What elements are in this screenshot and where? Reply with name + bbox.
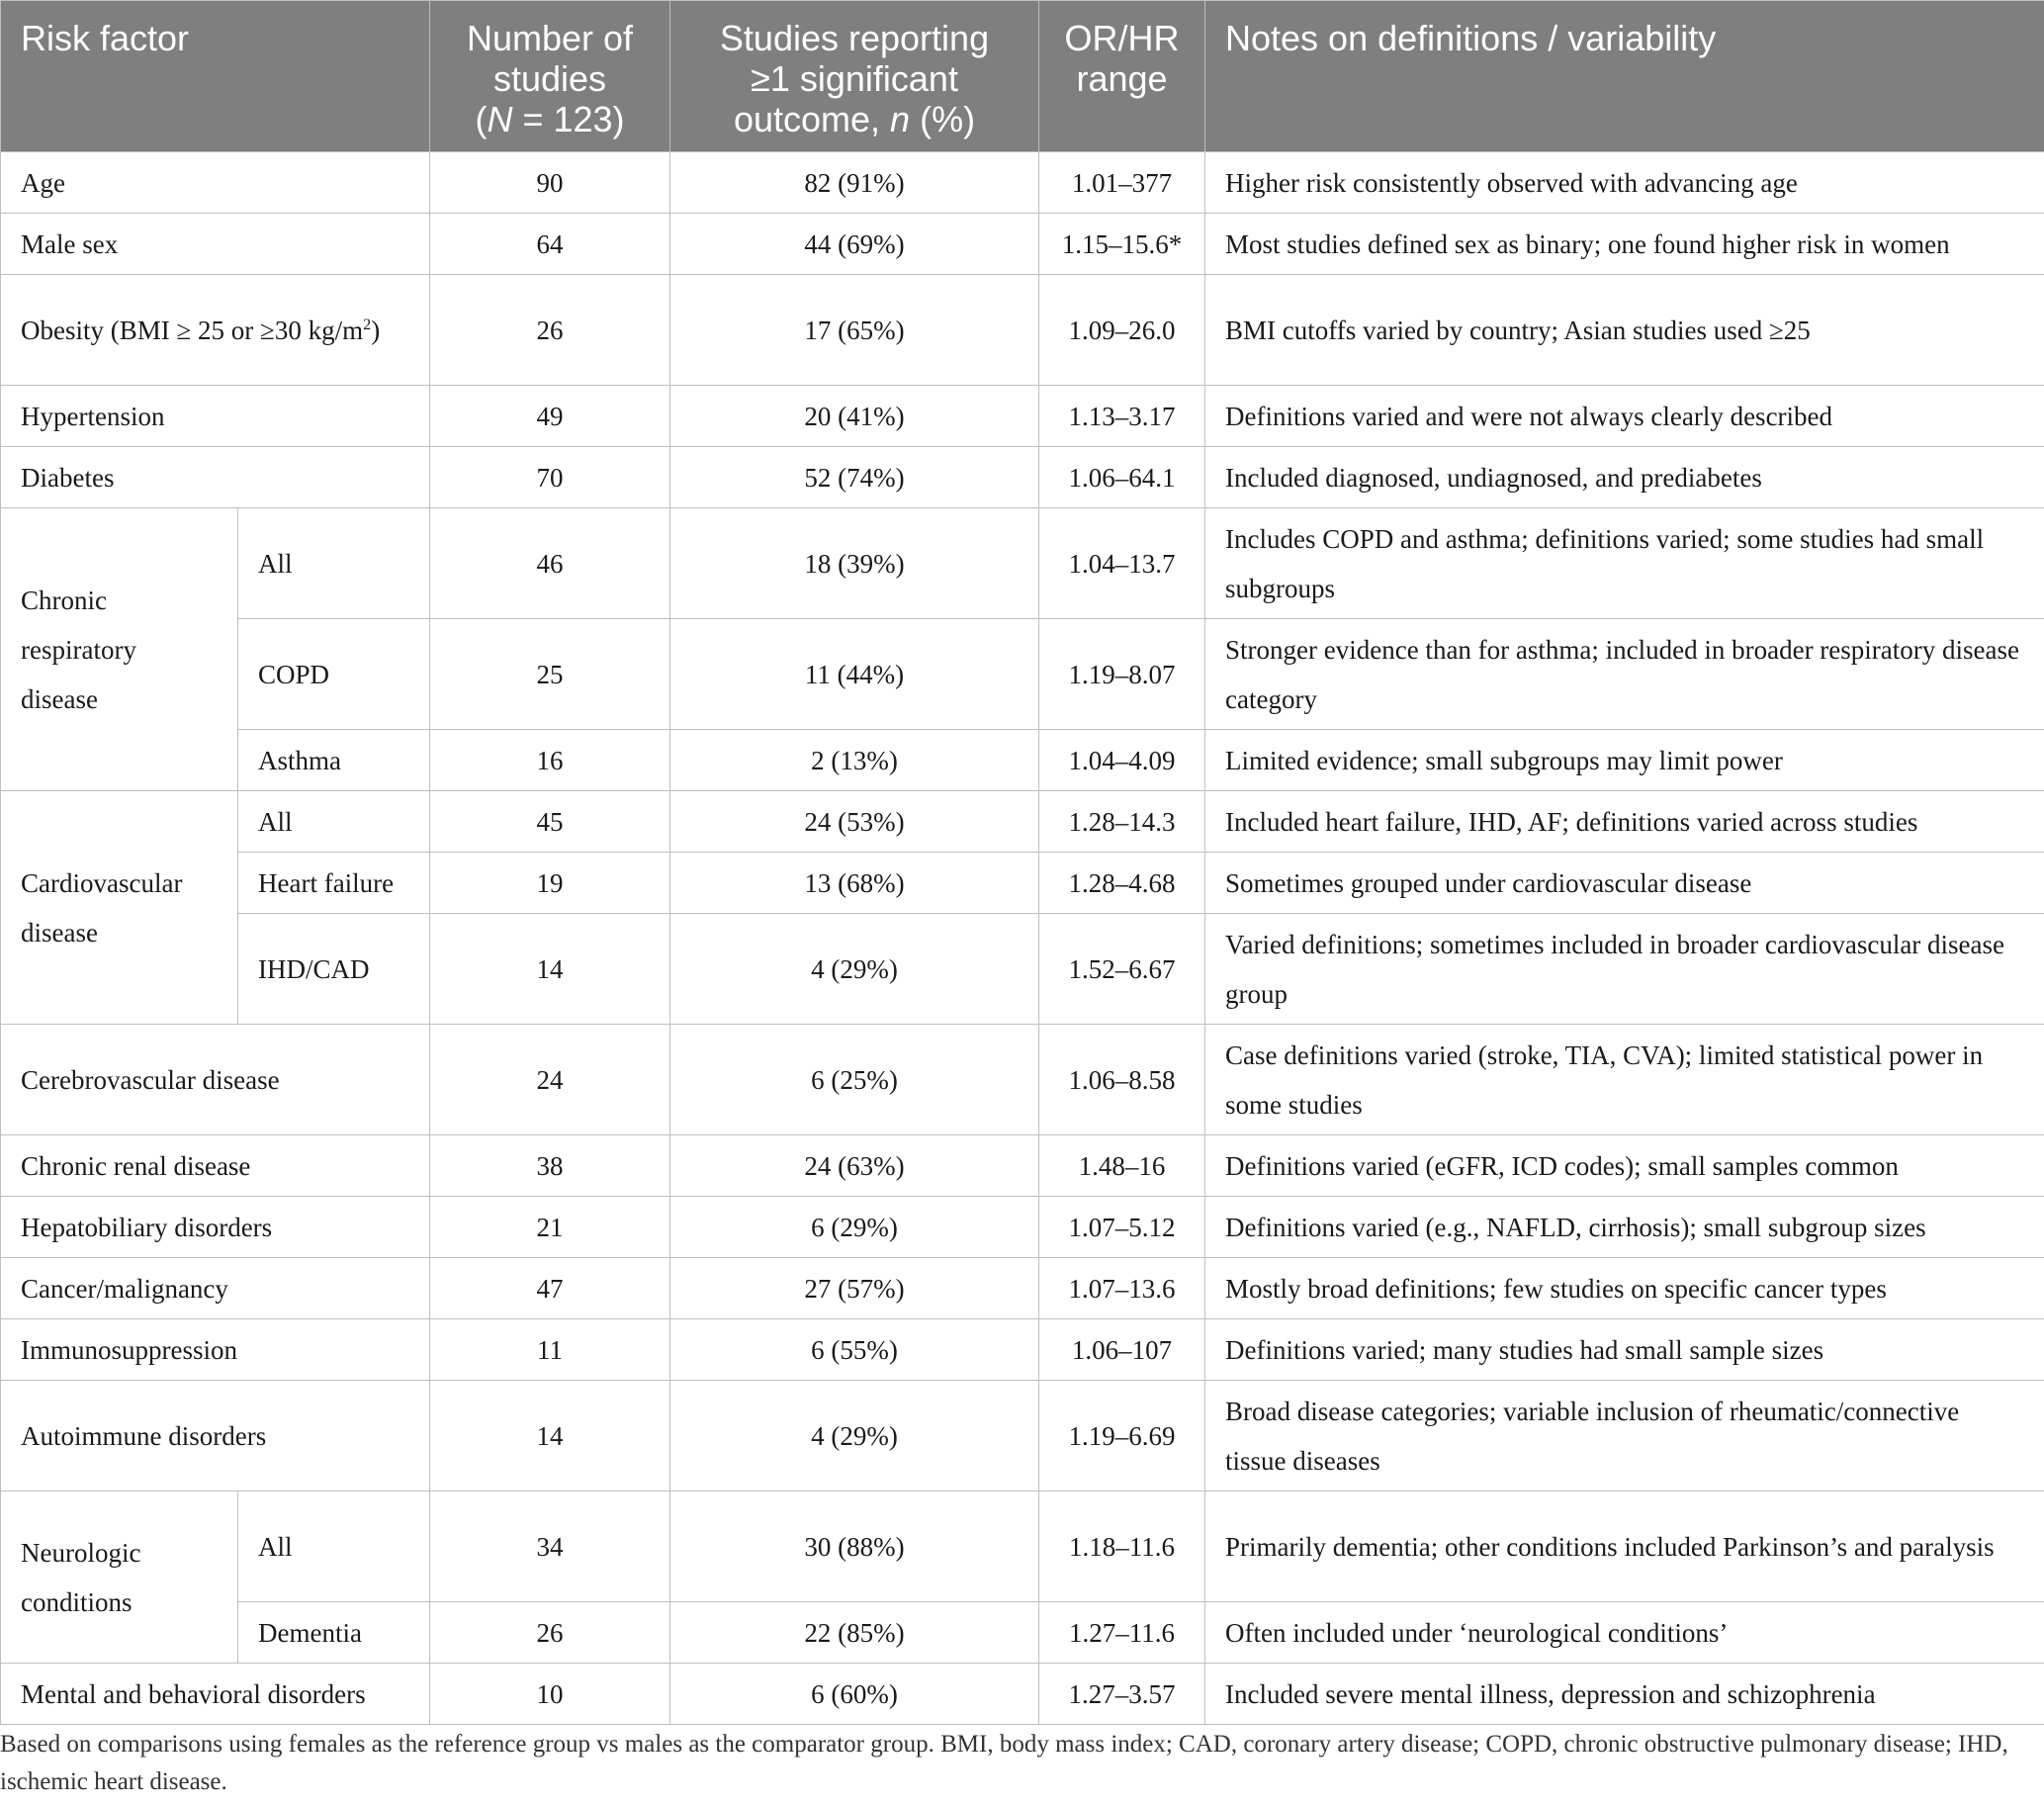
range-cell: 1.07–13.6 <box>1039 1258 1205 1319</box>
range-cell: 1.28–14.3 <box>1039 791 1205 853</box>
risk-factor-cell: Diabetes <box>1 447 430 508</box>
subgroup-cell: All <box>238 1491 430 1602</box>
notes-cell: Higher risk consistently observed with advancing age <box>1205 152 2044 214</box>
notes-cell: Most studies defined sex as binary; one found higher risk in women <box>1205 214 2044 275</box>
header-number-of-studies: Number of studies (N = 123) <box>430 1 670 152</box>
significant-cell: 11 (44%) <box>670 619 1039 730</box>
risk-factor-cell: Age <box>1 152 430 214</box>
significant-cell: 52 (74%) <box>670 447 1039 508</box>
range-cell: 1.27–3.57 <box>1039 1664 1205 1725</box>
risk-factor-cell: Male sex <box>1 214 430 275</box>
subgroup-cell: Heart failure <box>238 853 430 914</box>
header-risk-factor: Risk factor <box>1 1 430 152</box>
range-cell: 1.18–11.6 <box>1039 1491 1205 1602</box>
header-row <box>1 1 2044 152</box>
significant-cell: 18 (39%) <box>670 508 1039 619</box>
significant-cell: 22 (85%) <box>670 1602 1039 1664</box>
risk-factor-cell: Chronic renal disease <box>1 1135 430 1197</box>
table-row <box>1 1319 2044 1381</box>
significant-cell: 20 (41%) <box>670 386 1039 447</box>
table-row <box>1 152 2044 214</box>
range-cell: 1.04–4.09 <box>1039 730 1205 791</box>
risk-factor-cell: Obesity (BMI ≥ 25 or ≥30 $kg/m^2$) <box>1 275 430 386</box>
range-cell: 1.28–4.68 <box>1039 853 1205 914</box>
studies-cell: 26 <box>430 275 670 386</box>
table-row <box>1 914 2044 1025</box>
studies-cell: 10 <box>430 1664 670 1725</box>
notes-cell: Definitions varied (eGFR, ICD codes); small samples common <box>1205 1135 2044 1197</box>
range-cell: 1.01–377 <box>1039 152 1205 214</box>
table-row <box>1 214 2044 275</box>
notes-cell: Definitions varied; many studies had small sample sizes <box>1205 1319 2044 1381</box>
studies-cell: 24 <box>430 1025 670 1135</box>
subgroup-cell: All <box>238 508 430 619</box>
range-cell: 1.06–64.1 <box>1039 447 1205 508</box>
table-row <box>1 853 2044 914</box>
significant-cell: 6 (55%) <box>670 1319 1039 1381</box>
studies-cell: 11 <box>430 1319 670 1381</box>
header-studies-reporting: Studies reporting ≥1 significant outcome, n (%) <box>670 1 1039 152</box>
risk-factor-cell: Cancer/malignancy <box>1 1258 430 1319</box>
studies-cell: 16 <box>430 730 670 791</box>
table-row <box>1 1258 2044 1319</box>
table-row <box>1 508 2044 619</box>
table-row <box>1 1025 2044 1135</box>
table-row <box>1 447 2044 508</box>
studies-cell: 25 <box>430 619 670 730</box>
range-cell: 1.06–8.58 <box>1039 1025 1205 1135</box>
table-row <box>1 730 2044 791</box>
significant-cell: 44 (69%) <box>670 214 1039 275</box>
significant-cell: 6 (60%) <box>670 1664 1039 1725</box>
notes-cell: Case definitions varied (stroke, TIA, CVA); limited statistical power in some studies <box>1205 1025 2044 1135</box>
significant-cell: 13 (68%) <box>670 853 1039 914</box>
subgroup-cell: IHD/CAD <box>238 914 430 1025</box>
table-row <box>1 1381 2044 1491</box>
studies-cell: 34 <box>430 1491 670 1602</box>
notes-cell: Includes COPD and asthma; definitions varied; some studies had small subgroups <box>1205 508 2044 619</box>
significant-cell: 30 (88%) <box>670 1491 1039 1602</box>
table-row <box>1 791 2044 853</box>
range-cell: 1.13–3.17 <box>1039 386 1205 447</box>
table-row <box>1 1197 2044 1258</box>
range-cell: 1.07–5.12 <box>1039 1197 1205 1258</box>
studies-cell: 46 <box>430 508 670 619</box>
range-cell: 1.04–13.7 <box>1039 508 1205 619</box>
range-cell: 1.52–6.67 <box>1039 914 1205 1025</box>
group-cell-neurologic: Neurologic conditions <box>1 1491 238 1664</box>
studies-cell: 45 <box>430 791 670 853</box>
range-cell: 1.15–15.6* <box>1039 214 1205 275</box>
significant-cell: 24 (63%) <box>670 1135 1039 1197</box>
studies-cell: 19 <box>430 853 670 914</box>
notes-cell: Mostly broad definitions; few studies on specific cancer types <box>1205 1258 2044 1319</box>
studies-cell: 49 <box>430 386 670 447</box>
subgroup-cell: Asthma <box>238 730 430 791</box>
notes-cell: Often included under ‘neurological conditions’ <box>1205 1602 2044 1664</box>
studies-cell: 38 <box>430 1135 670 1197</box>
notes-cell: Included severe mental illness, depression and schizophrenia <box>1205 1664 2044 1725</box>
risk-factor-cell: Hepatobiliary disorders <box>1 1197 430 1258</box>
header-or-hr-range: OR/HR range <box>1039 1 1205 152</box>
significant-cell: 4 (29%) <box>670 1381 1039 1491</box>
significant-cell: 82 (91%) <box>670 152 1039 214</box>
table-row <box>1 1664 2044 1725</box>
studies-cell: 14 <box>430 1381 670 1491</box>
table-row <box>1 386 2044 447</box>
table-row <box>1 1491 2044 1602</box>
studies-cell: 14 <box>430 914 670 1025</box>
range-cell: 1.48–16 <box>1039 1135 1205 1197</box>
notes-cell: Primarily dementia; other conditions included Parkinson’s and paralysis <box>1205 1491 2044 1602</box>
notes-cell: Included heart failure, IHD, AF; definitions varied across studies <box>1205 791 2044 853</box>
header-notes: Notes on definitions / variability <box>1205 1 2044 152</box>
range-cell: 1.09–26.0 <box>1039 275 1205 386</box>
studies-cell: 90 <box>430 152 670 214</box>
notes-cell: Definitions varied and were not always clearly described <box>1205 386 2044 447</box>
subgroup-cell: COPD <box>238 619 430 730</box>
table-row <box>1 1135 2044 1197</box>
risk-factor-cell: Immunosuppression <box>1 1319 430 1381</box>
subgroup-cell: All <box>238 791 430 853</box>
significant-cell: 4 (29%) <box>670 914 1039 1025</box>
notes-cell: Definitions varied (e.g., NAFLD, cirrhosis); small subgroup sizes <box>1205 1197 2044 1258</box>
risk-factor-cell: Cerebrovascular disease <box>1 1025 430 1135</box>
table-row <box>1 619 2044 730</box>
risk-factor-cell: Hypertension <box>1 386 430 447</box>
significant-cell: 17 (65%) <box>670 275 1039 386</box>
table-row <box>1 275 2044 386</box>
notes-cell: Stronger evidence than for asthma; included in broader respiratory disease category <box>1205 619 2044 730</box>
range-cell: 1.27–11.6 <box>1039 1602 1205 1664</box>
range-cell: 1.19–6.69 <box>1039 1381 1205 1491</box>
range-cell: 1.06–107 <box>1039 1319 1205 1381</box>
risk-factor-cell: Autoimmune disorders <box>1 1381 430 1491</box>
studies-cell: 21 <box>430 1197 670 1258</box>
risk-factor-cell: Mental and behavioral disorders <box>1 1664 430 1725</box>
group-cell-cardiovascular: Cardiovascular disease <box>1 791 238 1025</box>
studies-cell: 64 <box>430 214 670 275</box>
significant-cell: 24 (53%) <box>670 791 1039 853</box>
significant-cell: 2 (13%) <box>670 730 1039 791</box>
subgroup-cell: Dementia <box>238 1602 430 1664</box>
notes-cell: Broad disease categories; variable inclusion of rheumatic/connective tissue diseases <box>1205 1381 2044 1491</box>
significant-cell: 6 (25%) <box>670 1025 1039 1135</box>
notes-cell: Sometimes grouped under cardiovascular disease <box>1205 853 2044 914</box>
notes-cell: Limited evidence; small subgroups may limit power <box>1205 730 2044 791</box>
studies-cell: 70 <box>430 447 670 508</box>
studies-cell: 47 <box>430 1258 670 1319</box>
significant-cell: 27 (57%) <box>670 1258 1039 1319</box>
notes-cell: Included diagnosed, undiagnosed, and prediabetes <box>1205 447 2044 508</box>
significant-cell: 6 (29%) <box>670 1197 1039 1258</box>
table-row <box>1 1602 2044 1664</box>
notes-cell: Varied definitions; sometimes included in broader cardiovascular disease group <box>1205 914 2044 1025</box>
studies-cell: 26 <box>430 1602 670 1664</box>
group-cell-respiratory: Chronic respiratory disease <box>1 508 238 791</box>
range-cell: 1.19–8.07 <box>1039 619 1205 730</box>
table-footnote: Based on comparisons using females as the reference group vs males as the comparator group. BMI, body mass index; CAD, coronary artery disease; COPD, chronic obstructive pulmonary disease; IHD, ischemic heart disease. <box>0 1731 2008 1795</box>
notes-cell: BMI cutoffs varied by country; Asian studies used ≥25 <box>1205 275 2044 386</box>
